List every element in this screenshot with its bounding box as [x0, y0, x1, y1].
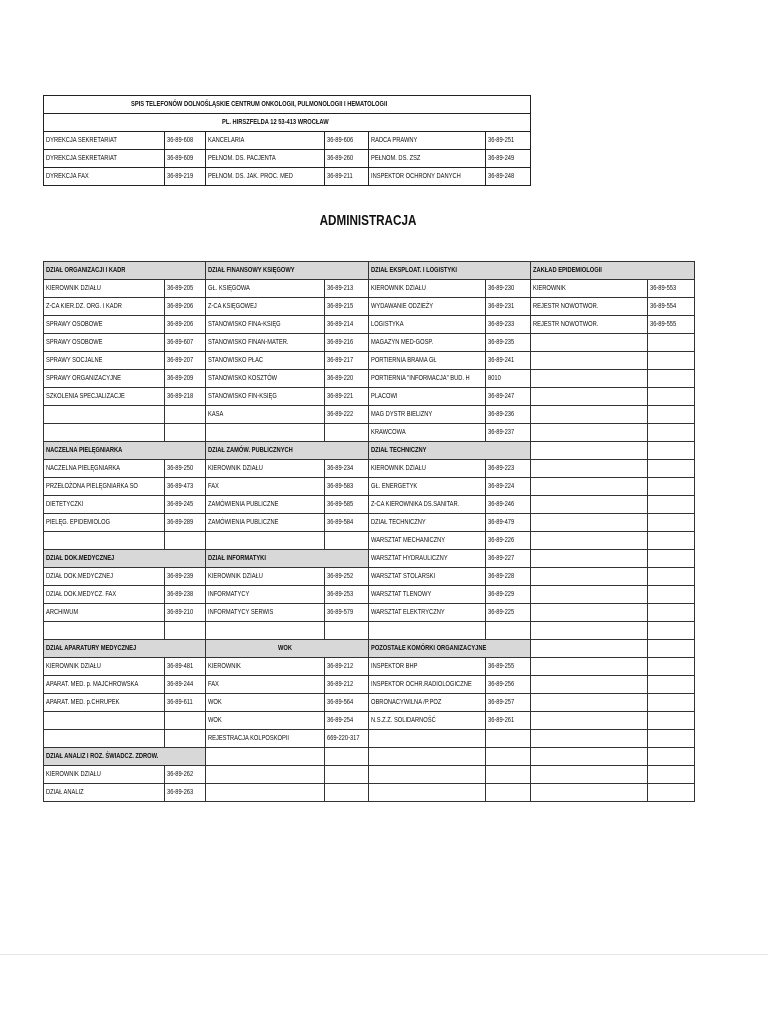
- contact-name: SPRAWY OSOBOWE: [44, 334, 165, 352]
- phone-number: 36-89-479: [486, 514, 531, 532]
- phone-number: 36-89-228: [486, 568, 531, 586]
- phone-number: 36-89-262: [165, 766, 206, 784]
- table-row: [44, 388, 695, 406]
- phone-number: 36-89-239: [165, 568, 206, 586]
- contact-name: DZIAŁ DOK.MEDYCZ. FAX: [44, 586, 165, 604]
- contact-name: [206, 766, 325, 784]
- contact-name: [531, 766, 648, 784]
- phone-number: 669-220-317: [325, 730, 369, 748]
- contact-name: [206, 424, 325, 442]
- phone-number: [486, 766, 531, 784]
- contact-name: [531, 532, 648, 550]
- contact-name: [206, 622, 325, 640]
- table-row: [44, 766, 695, 784]
- section-heading: ADMINISTRACJA: [319, 212, 417, 229]
- phone-number: 36-89-218: [165, 388, 206, 406]
- contact-name: [369, 766, 486, 784]
- phone-number: [648, 478, 695, 496]
- contact-name: INSPEKTOR BHP: [369, 658, 486, 676]
- contact-name: [531, 622, 648, 640]
- phone-number: 36-89-244: [165, 676, 206, 694]
- contact-name: [369, 748, 486, 766]
- contact-name: [369, 784, 486, 802]
- phone-number: [648, 766, 695, 784]
- phone-number: 36-89-220: [325, 370, 369, 388]
- phone-number: 36-89-248: [486, 168, 531, 186]
- contact-name: [531, 586, 648, 604]
- header-row: [44, 150, 531, 168]
- contact-name: [531, 550, 648, 568]
- phone-number: 36-89-555: [648, 316, 695, 334]
- table-row: [44, 478, 695, 496]
- phone-number: [165, 532, 206, 550]
- contact-name: [531, 568, 648, 586]
- contact-name: INFORMATYCY SERWIS: [206, 604, 325, 622]
- contact-name: WOK: [206, 694, 325, 712]
- phone-number: [648, 406, 695, 424]
- header-row: [44, 132, 531, 150]
- phone-number: [648, 370, 695, 388]
- phone-number: [648, 388, 695, 406]
- contact-name: N.S.Z.Z. SOLIDARNOŚĆ: [369, 712, 486, 730]
- table-row: [44, 334, 695, 352]
- document-title: SPIS TELEFONÓW DOLNOŚLĄSKIE CENTRUM ONKOLOGII, PULMONOLOGII I HEMATOLOGII: [44, 96, 531, 114]
- contact-name: PEŁNOM. DS. JAK. PROC. MED: [206, 168, 325, 186]
- contact-name: INSPEKTOR OCHRONY DANYCH: [369, 168, 486, 186]
- contact-name: GŁ. KSIĘGOWA: [206, 280, 325, 298]
- contact-name: DYREKCJA SEKRETARIAT: [44, 150, 165, 168]
- phone-number: 36-89-212: [325, 658, 369, 676]
- contact-name: SPRAWY SOCJALNE: [44, 352, 165, 370]
- contact-name: DZIAŁ TECHNICZNY: [369, 514, 486, 532]
- phone-number: 36-89-212: [325, 676, 369, 694]
- table-row: [44, 352, 695, 370]
- contact-name: REJESTR NOWOTWOR.: [531, 316, 648, 334]
- contact-name: WYDAWANIE ODZIEŻY: [369, 298, 486, 316]
- contact-name: INFORMATYCY: [206, 586, 325, 604]
- phone-number: 36-89-606: [325, 132, 369, 150]
- phone-number: 36-89-579: [325, 604, 369, 622]
- contact-name: KIEROWNIK: [531, 280, 648, 298]
- phone-number: 36-89-289: [165, 514, 206, 532]
- table-row: [44, 658, 695, 676]
- contact-name: [531, 424, 648, 442]
- phone-directory-table: [43, 261, 695, 802]
- contact-name: FAX: [206, 478, 325, 496]
- section-header-cell: DZIAŁ FINANSOWY KSIĘGOWY: [206, 262, 369, 280]
- phone-number: [165, 406, 206, 424]
- contact-name: WARSZTAT TLENOWY: [369, 586, 486, 604]
- contact-name: [44, 712, 165, 730]
- phone-number: 36-89-238: [165, 586, 206, 604]
- table-row: [44, 568, 695, 586]
- phone-number: 36-89-250: [165, 460, 206, 478]
- contact-name: PORTIERNIA "INFORMACJA" BUD. H: [369, 370, 486, 388]
- phone-number: 36-89-253: [325, 586, 369, 604]
- table-row: [44, 586, 695, 604]
- phone-number: 36-89-235: [486, 334, 531, 352]
- phone-number: 36-89-219: [165, 168, 206, 186]
- contact-name: SPRAWY OSOBOWE: [44, 316, 165, 334]
- contact-name: PEŁNOM. DS. PACJENTA: [206, 150, 325, 168]
- header-table: [43, 95, 531, 186]
- contact-name: Z-CA KSIĘGOWEJ: [206, 298, 325, 316]
- contact-name: MAG DYSTR BIELIZNY: [369, 406, 486, 424]
- table-row: [44, 514, 695, 532]
- contact-name: KIEROWNIK DZIAŁU: [44, 658, 165, 676]
- table-row: [44, 532, 695, 550]
- contact-name: [44, 424, 165, 442]
- table-row: [44, 460, 695, 478]
- scan-artifact-line: [0, 954, 768, 955]
- contact-name: [531, 604, 648, 622]
- phone-number: 36-89-241: [486, 352, 531, 370]
- contact-name: PLACOWI: [369, 388, 486, 406]
- contact-name: FAX: [206, 676, 325, 694]
- phone-number: [325, 766, 369, 784]
- contact-name: NACZELNA PIELĘGNIARKA: [44, 460, 165, 478]
- document-address: PL. HIRSZFELDA 12 53-413 WROCŁAW: [44, 114, 531, 132]
- phone-number: 36-89-608: [165, 132, 206, 150]
- phone-number: [648, 352, 695, 370]
- contact-name: [531, 748, 648, 766]
- contact-name: STANOWISKO PŁAC: [206, 352, 325, 370]
- phone-number: 36-89-607: [165, 334, 206, 352]
- phone-number: 36-89-584: [325, 514, 369, 532]
- phone-number: 36-89-217: [325, 352, 369, 370]
- phone-number: [325, 748, 369, 766]
- phone-number: 36-89-554: [648, 298, 695, 316]
- phone-number: 36-89-210: [165, 604, 206, 622]
- section-header-cell: WOK: [206, 640, 369, 658]
- phone-number: [648, 658, 695, 676]
- contact-name: OBRONACYWILNA /P.POZ: [369, 694, 486, 712]
- phone-number: 36-89-257: [486, 694, 531, 712]
- phone-number: [648, 514, 695, 532]
- phone-number: 36-89-611: [165, 694, 206, 712]
- phone-number: 36-89-585: [325, 496, 369, 514]
- phone-number: [648, 586, 695, 604]
- contact-name: [44, 730, 165, 748]
- phone-number: 36-89-226: [486, 532, 531, 550]
- contact-name: [531, 712, 648, 730]
- table-row: [44, 280, 695, 298]
- contact-name: [44, 622, 165, 640]
- contact-name: REJESTR NOWOTWOR.: [531, 298, 648, 316]
- table-row: [44, 424, 695, 442]
- contact-name: KASA: [206, 406, 325, 424]
- contact-name: INSPEKTOR OCHR.RADIOLOGICZNE: [369, 676, 486, 694]
- phone-number: 36-89-206: [165, 316, 206, 334]
- phone-number: 36-89-209: [165, 370, 206, 388]
- phone-number: [648, 712, 695, 730]
- phone-number: [648, 442, 695, 460]
- section-header-cell: ZAKŁAD EPIDEMIOLOGII: [531, 262, 695, 280]
- contact-name: PEŁNOM. DS. ZSZ: [369, 150, 486, 168]
- phone-number: [325, 532, 369, 550]
- contact-name: KIEROWNIK DZIAŁU: [369, 280, 486, 298]
- contact-name: ZAMÓWIENIA PUBLICZNE: [206, 514, 325, 532]
- table-row: [44, 496, 695, 514]
- table-row: [44, 784, 695, 802]
- phone-number: [165, 622, 206, 640]
- contact-name: DYREKCJA FAX: [44, 168, 165, 186]
- phone-number: [486, 784, 531, 802]
- table-row: [44, 676, 695, 694]
- phone-number: 36-89-251: [486, 132, 531, 150]
- contact-name: KIEROWNIK DZIAŁU: [206, 568, 325, 586]
- section-header-cell: DZIAŁ APARATURY MEDYCZNEJ: [44, 640, 206, 658]
- contact-name: [531, 460, 648, 478]
- phone-number: 36-89-583: [325, 478, 369, 496]
- contact-name: WARSZTAT HYDRAULICZNY: [369, 550, 486, 568]
- phone-number: 36-89-252: [325, 568, 369, 586]
- contact-name: KIEROWNIK DZIAŁU: [206, 460, 325, 478]
- table-row: [44, 640, 695, 658]
- phone-number: 36-89-245: [165, 496, 206, 514]
- contact-name: RADCA PRAWNY: [369, 132, 486, 150]
- contact-name: SPRAWY ORGANIZACYJNE: [44, 370, 165, 388]
- phone-number: [648, 334, 695, 352]
- section-header-cell: DZIAŁ ORGANIZACJI I KADR: [44, 262, 206, 280]
- contact-name: [531, 388, 648, 406]
- phone-number: [165, 424, 206, 442]
- phone-number: 36-89-256: [486, 676, 531, 694]
- header-row: [44, 168, 531, 186]
- phone-number: 8010: [486, 370, 531, 388]
- phone-number: 36-89-246: [486, 496, 531, 514]
- phone-number: [648, 640, 695, 658]
- section-header-cell: DZIAŁ EKSPLOAT. I LOGISTYKI: [369, 262, 531, 280]
- phone-number: [648, 604, 695, 622]
- contact-name: [44, 532, 165, 550]
- phone-number: 36-89-225: [486, 604, 531, 622]
- contact-name: [531, 694, 648, 712]
- contact-name: LOGISTYKA: [369, 316, 486, 334]
- phone-number: 36-89-237: [486, 424, 531, 442]
- section-header-cell: POZOSTAŁE KOMÓRKI ORGANIZACYJNE: [369, 640, 531, 658]
- contact-name: STANOWISKO KOSZTÓW: [206, 370, 325, 388]
- contact-name: PRZEŁOŻONA PIELĘGNIARKA SO: [44, 478, 165, 496]
- contact-name: STANOWISKO FIN-KSIĘG: [206, 388, 325, 406]
- contact-name: APARAT. MED. p.CHRUPEK: [44, 694, 165, 712]
- phone-number: 36-89-255: [486, 658, 531, 676]
- contact-name: WARSZTAT STOLARSKI: [369, 568, 486, 586]
- phone-number: 36-89-230: [486, 280, 531, 298]
- phone-number: 36-89-231: [486, 298, 531, 316]
- phone-number: 36-89-260: [325, 150, 369, 168]
- contact-name: [531, 658, 648, 676]
- contact-name: ARCHIWUM: [44, 604, 165, 622]
- contact-name: [531, 730, 648, 748]
- phone-number: [648, 568, 695, 586]
- phone-number: 36-89-221: [325, 388, 369, 406]
- contact-name: GŁ. ENERGETYK: [369, 478, 486, 496]
- phone-number: 36-89-216: [325, 334, 369, 352]
- contact-name: KRAWCOWA: [369, 424, 486, 442]
- contact-name: STANOWISKO FINA-KSIĘG: [206, 316, 325, 334]
- contact-name: PIELĘG. EPIDEMIOLOG: [44, 514, 165, 532]
- contact-name: KIEROWNIK: [206, 658, 325, 676]
- contact-name: [531, 496, 648, 514]
- phone-number: 36-89-234: [325, 460, 369, 478]
- phone-number: [486, 748, 531, 766]
- contact-name: [531, 406, 648, 424]
- phone-number: 36-89-227: [486, 550, 531, 568]
- phone-number: [648, 496, 695, 514]
- table-row: [44, 550, 695, 568]
- phone-number: 36-89-247: [486, 388, 531, 406]
- phone-number: 36-89-207: [165, 352, 206, 370]
- section-header-cell: DZIAŁ INFORMATYKI: [206, 550, 369, 568]
- contact-name: KIEROWNIK DZIAŁU: [44, 280, 165, 298]
- contact-name: SZKOLENIA SPECJALIZACJE: [44, 388, 165, 406]
- phone-number: 36-89-206: [165, 298, 206, 316]
- phone-number: 36-89-211: [325, 168, 369, 186]
- phone-number: 36-89-222: [325, 406, 369, 424]
- phone-number: [648, 784, 695, 802]
- phone-number: [325, 784, 369, 802]
- section-header-cell: NACZELNA PIELĘGNIARKA: [44, 442, 206, 460]
- phone-number: [165, 712, 206, 730]
- section-header-cell: DZIAŁ TECHNICZNY: [369, 442, 531, 460]
- contact-name: DYREKCJA SEKRETARIAT: [44, 132, 165, 150]
- contact-name: [531, 676, 648, 694]
- section-header-cell: DZIAŁ ANALIZ I ROZ. ŚWIADCZ. ZDROW.: [44, 748, 206, 766]
- contact-name: WARSZTAT ELEKTRYCZNY: [369, 604, 486, 622]
- contact-name: [44, 406, 165, 424]
- contact-name: [531, 352, 648, 370]
- contact-name: Z-CA KIEROWNIKA DS.SANITAR.: [369, 496, 486, 514]
- table-row: [44, 442, 695, 460]
- contact-name: [369, 730, 486, 748]
- phone-number: 36-89-249: [486, 150, 531, 168]
- phone-number: 36-89-215: [325, 298, 369, 316]
- contact-name: [206, 784, 325, 802]
- section-header-cell: DZIAŁ ZAMÓW. PUBLICZNYCH: [206, 442, 369, 460]
- contact-name: [531, 334, 648, 352]
- table-row: [44, 370, 695, 388]
- contact-name: WARSZTAT MECHANICZNY: [369, 532, 486, 550]
- contact-name: DZIAŁ ANALIZ: [44, 784, 165, 802]
- phone-number: 36-89-553: [648, 280, 695, 298]
- phone-number: 36-89-213: [325, 280, 369, 298]
- table-row: [44, 316, 695, 334]
- contact-name: [206, 748, 325, 766]
- phone-number: 36-89-261: [486, 712, 531, 730]
- contact-name: [531, 370, 648, 388]
- phone-number: [648, 694, 695, 712]
- phone-number: 36-89-223: [486, 460, 531, 478]
- phone-number: 36-89-236: [486, 406, 531, 424]
- table-row: [44, 298, 695, 316]
- contact-name: KIEROWNIK DZIAŁU: [369, 460, 486, 478]
- contact-name: DZIAŁ DOK.MEDYCZNEJ: [44, 568, 165, 586]
- table-row: [44, 622, 695, 640]
- phone-number: [325, 424, 369, 442]
- contact-name: DIETETYCZKI: [44, 496, 165, 514]
- phone-number: [648, 622, 695, 640]
- phone-number: [648, 748, 695, 766]
- table-row: [44, 730, 695, 748]
- contact-name: MAGAZYN MED-GOSP.: [369, 334, 486, 352]
- contact-name: [531, 514, 648, 532]
- phone-number: 36-89-254: [325, 712, 369, 730]
- table-row: [44, 406, 695, 424]
- table-row: [44, 748, 695, 766]
- phone-number: 36-89-481: [165, 658, 206, 676]
- phone-number: [648, 460, 695, 478]
- contact-name: PORTIERNIA BRAMA GŁ: [369, 352, 486, 370]
- phone-number: 36-89-233: [486, 316, 531, 334]
- contact-name: APARAT. MED. p. MAJCHROWSKA: [44, 676, 165, 694]
- phone-number: [648, 532, 695, 550]
- contact-name: [531, 442, 648, 460]
- table-row: [44, 604, 695, 622]
- contact-name: KANCELARIA: [206, 132, 325, 150]
- contact-name: [369, 622, 486, 640]
- contact-name: [531, 640, 648, 658]
- phone-number: 36-89-609: [165, 150, 206, 168]
- phone-number: 36-89-564: [325, 694, 369, 712]
- table-row: [44, 712, 695, 730]
- contact-name: [531, 784, 648, 802]
- phone-number: [648, 424, 695, 442]
- phone-number: [486, 622, 531, 640]
- table-row: [44, 262, 695, 280]
- phone-number: [648, 730, 695, 748]
- phone-number: 36-89-224: [486, 478, 531, 496]
- table-row: [44, 694, 695, 712]
- phone-number: 36-89-229: [486, 586, 531, 604]
- phone-number: [648, 550, 695, 568]
- contact-name: [206, 532, 325, 550]
- contact-name: KIEROWNIK DZIAŁU: [44, 766, 165, 784]
- phone-number: [486, 730, 531, 748]
- phone-number: [325, 622, 369, 640]
- phone-number: 36-89-263: [165, 784, 206, 802]
- phone-number: 36-89-205: [165, 280, 206, 298]
- contact-name: WOK: [206, 712, 325, 730]
- phone-number: [165, 730, 206, 748]
- contact-name: Z-CA KIER.DZ. ORG. I KADR: [44, 298, 165, 316]
- contact-name: STANOWISKO FINAN-MATER.: [206, 334, 325, 352]
- phone-number: 36-89-214: [325, 316, 369, 334]
- contact-name: [531, 478, 648, 496]
- phone-number: [648, 676, 695, 694]
- contact-name: REJESTRACJA KOLPOSKOPII: [206, 730, 325, 748]
- contact-name: ZAMÓWIENIA PUBLICZNE: [206, 496, 325, 514]
- phone-number: 36-89-473: [165, 478, 206, 496]
- section-header-cell: DZIAŁ DOK.MEDYCZNEJ: [44, 550, 206, 568]
